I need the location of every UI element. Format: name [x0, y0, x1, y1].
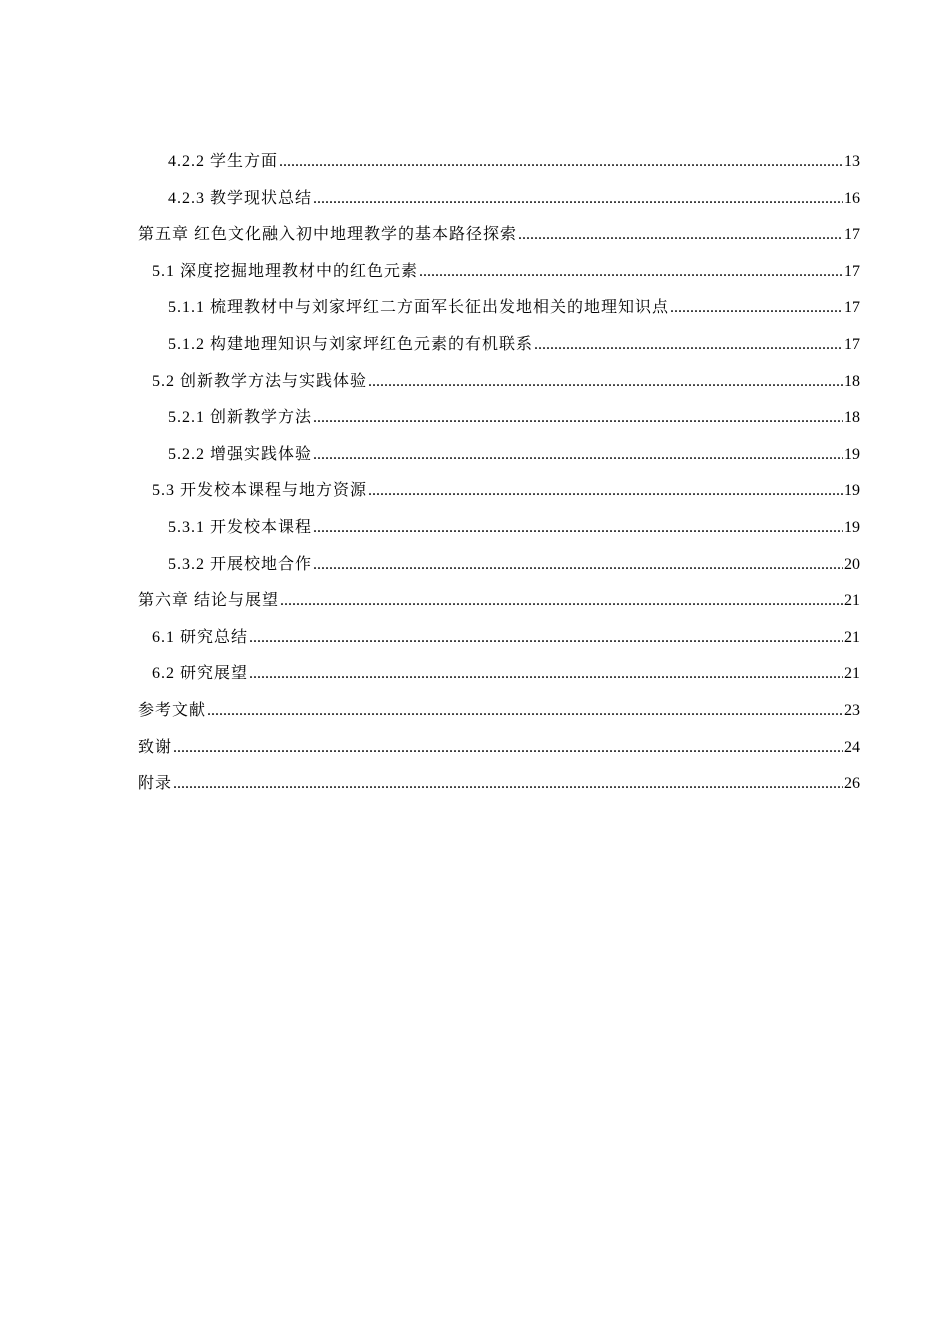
toc-entry-title: 4.2.2 学生方面 [168, 153, 279, 170]
toc-entry[interactable] [138, 327, 860, 364]
toc-entry-title: 致谢 [138, 738, 173, 756]
toc-dot-leader [313, 400, 843, 437]
toc-dot-leader [249, 656, 843, 693]
toc-entry[interactable] [138, 583, 860, 620]
toc-entry-title: 5.2 创新教学方法与实践体验 [152, 372, 368, 390]
toc-entry-title: 参考文献 [138, 701, 207, 719]
toc-dot-leader [670, 290, 843, 327]
toc-entry-title: 第五章 红色文化融入初中地理教学的基本路径探索 [138, 226, 518, 244]
toc-dot-leader [249, 620, 843, 657]
toc-entry-page: 21 [844, 628, 860, 646]
toc-entry[interactable] [138, 400, 860, 437]
toc-entry[interactable] [138, 693, 860, 730]
toc-entry-title: 6.1 研究总结 [152, 628, 249, 646]
toc-entry[interactable] [138, 217, 860, 254]
toc-entry[interactable] [138, 510, 860, 547]
toc-entry-page: 21 [844, 665, 860, 683]
toc-entry-page: 17 [844, 262, 860, 280]
toc-entry-title: 附录 [138, 775, 173, 793]
toc-entry[interactable] [138, 473, 860, 510]
toc-entry-page: 17 [844, 299, 860, 317]
toc-entry-title: 5.3.2 开展校地合作 [168, 555, 313, 573]
toc-entry[interactable] [138, 437, 860, 474]
toc-entry[interactable] [138, 290, 860, 327]
toc-entry-page: 19 [844, 518, 860, 536]
toc-entry-title: 5.2.2 增强实践体验 [168, 445, 313, 463]
toc-entry-title: 5.3.1 开发校本课程 [168, 518, 313, 536]
toc-entry-page: 19 [844, 482, 860, 500]
toc-entry[interactable] [138, 730, 860, 767]
toc-entry-title: 第六章 结论与展望 [138, 592, 280, 610]
table-of-contents [138, 144, 860, 803]
toc-dot-leader [313, 510, 843, 547]
toc-entry-page: 17 [844, 226, 860, 244]
toc-dot-leader [313, 547, 843, 584]
toc-entry[interactable] [138, 254, 860, 291]
toc-entry[interactable] [138, 656, 860, 693]
toc-dot-leader [207, 693, 843, 730]
toc-entry[interactable] [138, 547, 860, 584]
toc-entry[interactable] [138, 766, 860, 803]
toc-entry-title: 5.1.2 构建地理知识与刘家坪红色元素的有机联系 [168, 335, 534, 353]
toc-dot-leader [419, 254, 843, 291]
toc-dot-leader [279, 144, 843, 181]
toc-entry-title: 5.3 开发校本课程与地方资源 [152, 482, 368, 500]
toc-entry-page: 19 [844, 445, 860, 463]
toc-entry-title: 6.2 研究展望 [152, 665, 249, 683]
toc-dot-leader [368, 364, 843, 401]
toc-entry-page: 20 [844, 555, 860, 573]
toc-entry[interactable] [138, 364, 860, 401]
toc-entry[interactable] [138, 181, 860, 218]
toc-entry-title: 5.2.1 创新教学方法 [168, 409, 313, 427]
toc-dot-leader [368, 473, 843, 510]
toc-entry-page: 23 [844, 701, 860, 719]
toc-dot-leader [280, 583, 843, 620]
toc-entry-title: 4.2.3 教学现状总结 [168, 189, 313, 207]
toc-dot-leader [173, 766, 843, 803]
toc-dot-leader [173, 730, 843, 767]
toc-entry-page: 16 [844, 189, 860, 207]
toc-entry-page: 26 [844, 775, 860, 793]
toc-dot-leader [313, 181, 843, 218]
toc-dot-leader [313, 437, 843, 474]
toc-dot-leader [518, 217, 843, 254]
toc-entry-page: 21 [844, 592, 860, 610]
toc-entry-page: 18 [844, 409, 860, 427]
toc-entry-page: 13 [844, 153, 860, 170]
toc-entry-title: 5.1 深度挖掘地理教材中的红色元素 [152, 262, 419, 280]
toc-entry-page: 24 [844, 738, 860, 756]
toc-entry[interactable] [138, 144, 860, 181]
toc-entry-page: 17 [844, 335, 860, 353]
toc-dot-leader [534, 327, 843, 364]
toc-entry[interactable] [138, 620, 860, 657]
toc-entry-title: 5.1.1 梳理教材中与刘家坪红二方面军长征出发地相关的地理知识点 [168, 299, 670, 317]
toc-entry-page: 18 [844, 372, 860, 390]
